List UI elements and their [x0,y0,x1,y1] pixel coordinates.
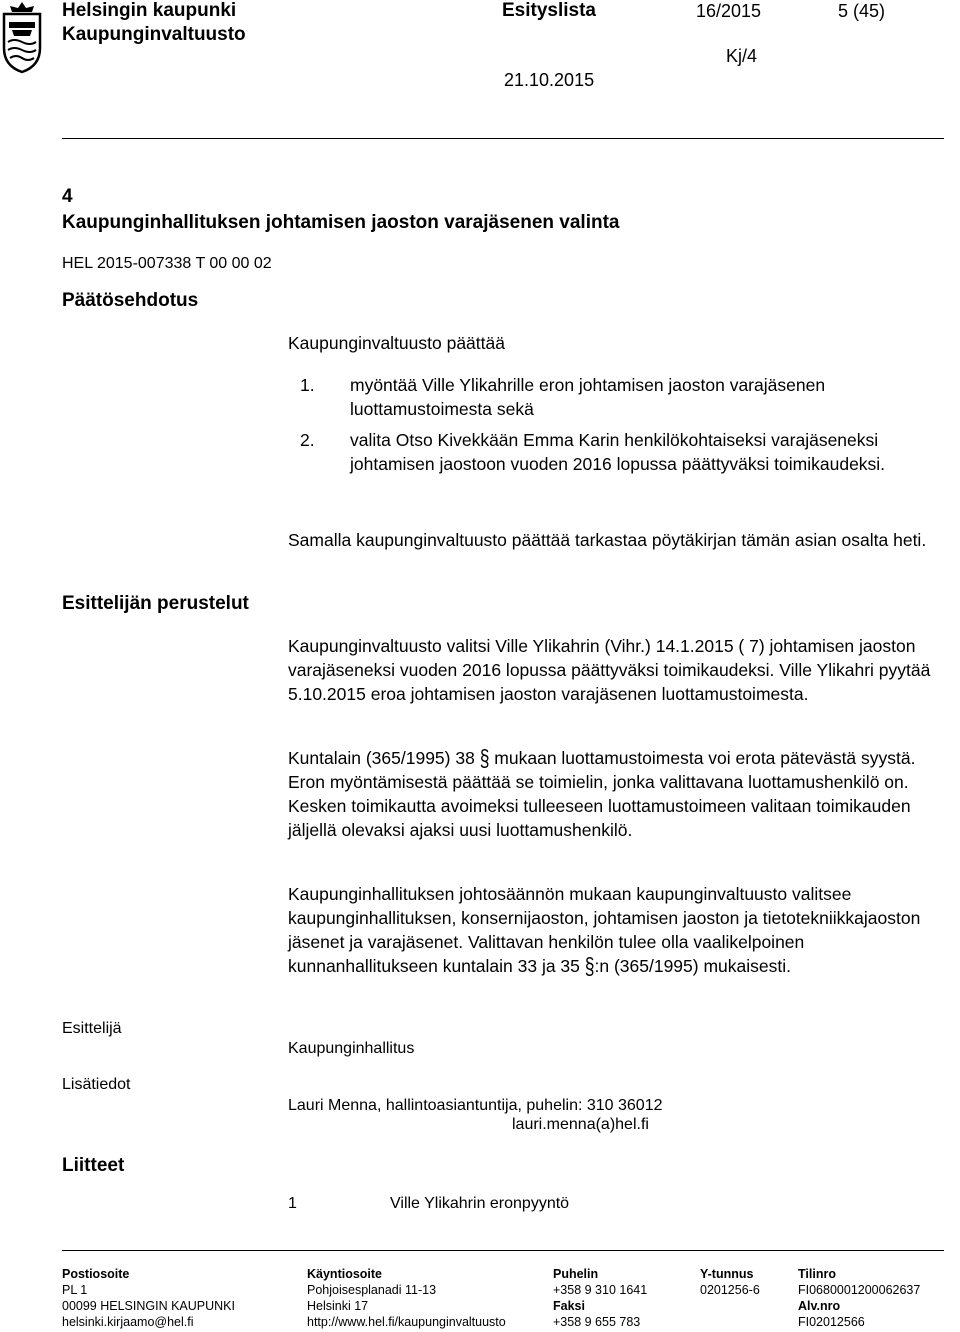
footer-value: 0201256-6 [700,1283,760,1297]
footer-label: Alv.nro [798,1299,841,1313]
footer-value: PL 1 [62,1283,88,1297]
presenter-label: Esittelijä [62,1020,122,1037]
footer-value: FI0680001200062637 [798,1283,921,1297]
section-mark: § [584,953,595,979]
contact-email[interactable]: lauri.menna(a)hel.fi [512,1116,649,1133]
rationale-heading: Esittelijän perustelut [62,593,249,614]
rationale-paragraph [288,746,953,842]
proposal-heading: Päätösehdotus [62,290,199,311]
header-divider [62,138,944,139]
info-label: Lisätiedot [62,1076,131,1093]
case-id: HEL 2015-007338 T 00 00 02 [62,255,272,272]
footer-value: FI02012566 [798,1315,865,1329]
footer-divider [62,1250,944,1251]
org-name: Helsingin kaupunki [62,0,237,21]
footer-value: 00099 HELSINGIN KAUPUNKI [62,1299,235,1313]
org-body: Kaupunginvaltuusto [62,24,246,45]
list-item: valita Otso Kivekkään Emma Karin henkilökohtaiseksi varajäseneksi johtamisen jaostoon vuoden 2016 lopussa päättyväksi toimikaudeksi. [350,430,886,474]
footer-value: +358 9 655 783 [553,1315,641,1329]
page-number: 5 (45) [838,1,886,21]
list-number: 2. [300,430,315,450]
footer-label: Y-tunnus [700,1267,754,1281]
paragraph-text: mukaan luottamustoimesta voi erota pätevästä syystä. Eron myöntämisestä päättää se toimielin, jonka valittavana luottamushenkilö on. Kesken toimikautta avoimeksi tulleeseen luottamustoimeen valitaan toimikauden jäljellä olevaksi ajaksi uusi luottamushenkilö. [288,748,916,840]
footer-visiting [307,1266,506,1330]
proposal-intro: Kaupunginvaltuusto päättää [288,333,505,353]
attachment-number: 1 [288,1195,297,1212]
helsinki-crest-icon [0,0,44,74]
footer-email[interactable]: helsinki.kirjaamo@hel.fi [62,1315,194,1329]
doc-date: 21.10.2015 [504,70,595,90]
attachment-link[interactable]: Ville Ylikahrin eronpyyntö [390,1195,570,1212]
attachments-heading: Liitteet [62,1155,125,1176]
item-title: Kaupunginhallituksen johtamisen jaoston varajäsenen valinta [62,212,620,233]
section-mark: § [479,745,490,771]
doc-type: Esityslista [502,0,596,21]
paragraph-text: :n (365/1995) mukaisesti. [594,956,791,976]
paragraph-text: Kaupunginhallituksen johtosäännön mukaan kaupunginvaltuusto valitsee kaupunginhallituksen, konsernijaoston, johtamisen jaoston ja tietotekniikkajaoston jäsenet ja varajäsenet. Valittavan henkilön tulee olla vaalikelpoinen kunnanhallitukseen kuntalain 33 ja 35 [288,884,921,976]
proposal-closing: Samalla kaupunginvaltuusto päättää tarkastaa pöytäkirjan tämän asian osalta heti. [288,530,927,550]
list-item: myöntää Ville Ylikahrille eron johtamisen jaoston varajäsenen luottamustoimesta sekä [350,375,826,419]
contact-person: Lauri Menna, hallintoasiantuntija, puhelin: 310 36012 [288,1097,663,1114]
footer-value: +358 9 310 1641 [553,1283,648,1297]
footer-phone [553,1266,647,1330]
item-code: Kj/4 [726,46,758,66]
rationale-paragraph: Kaupunginvaltuusto valitsi Ville Ylikahrin (Vihr.) 14.1.2015 ( 7) johtamisen jaoston varajäseneksi vuoden 2016 lopussa päättyväksi toimikaudeksi. Ville Ylikahri pyytää 5.10.2015 eroa johtamisen jaoston varajäsenen luottamustoimesta. [288,636,931,704]
footer-business-id [700,1266,760,1298]
footer-label: Faksi [553,1299,585,1313]
footer-account [798,1266,920,1330]
footer-value: Pohjoisesplanadi 11-13 [307,1283,437,1297]
law-reference: Kuntalain (365/1995) 38 [288,748,475,768]
footer-label: Tilinro [798,1267,836,1281]
footer-value: Helsinki 17 [307,1299,369,1313]
footer-postal [62,1266,235,1330]
list-number: 1. [300,375,315,395]
doc-number: 16/2015 [696,1,762,21]
footer-label: Käyntiosoite [307,1267,383,1281]
item-number: 4 [62,186,73,207]
footer-url[interactable]: http://www.hel.fi/kaupunginvaltuusto [307,1315,506,1329]
footer-label: Postiosoite [62,1267,130,1281]
rationale-paragraph [288,882,953,978]
footer-label: Puhelin [553,1267,599,1281]
presenter-value: Kaupunginhallitus [288,1040,415,1057]
